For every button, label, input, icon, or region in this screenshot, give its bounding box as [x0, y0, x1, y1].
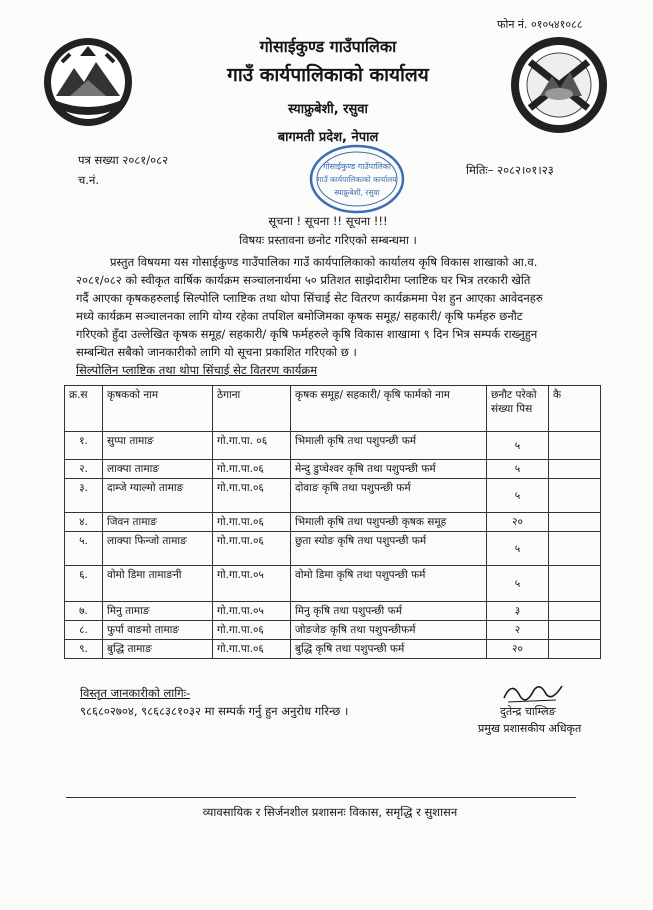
footer-slogan: व्यावसायिक र सिर्जनशील प्रशासनः विकास, समृद्धि र सुशासन	[202, 805, 458, 819]
cell-sn: ३.	[65, 479, 103, 513]
stamp-line-1: गोसाईकुण्ड गाउँपालिका	[322, 162, 392, 171]
table-row	[65, 621, 601, 640]
reference-number: च.नं.	[78, 173, 99, 187]
cell-remarks	[549, 566, 601, 602]
cell-remarks	[549, 602, 601, 621]
cell-group: वोमो डिमा कृषि तथा पशुपन्छी फर्म	[291, 566, 487, 602]
cell-name: फुर्पा वाङमो तामाङ	[103, 621, 213, 640]
notice-subject: विषयः प्रस्तावना छनोट गरिएको सम्बन्धमा ।	[239, 233, 417, 247]
cell-group: मेन्दु डुप्चेश्वर कृषि तथा पशुपन्छी फर्म	[291, 460, 487, 479]
body-line: प्रस्तुत विषयमा यस गोसाईकुण्ड गाउँपालिका गाउँ कार्यपालिकाको कार्यालय कृषि विकास शाखाको आ.व.	[110, 255, 538, 269]
cell-sn: १.	[65, 432, 103, 460]
cell-address: गो.गा.पा.०५	[213, 566, 291, 602]
footer-divider	[66, 797, 576, 798]
cell-sn: ६.	[65, 566, 103, 602]
header-remarks: कै	[549, 386, 601, 432]
body-line: २०८१/०८२ को स्वीकृत वार्षिक कार्यक्रम सञ्चालनार्थमा ५० प्रतिशत साझेदारीमा प्लाष्टिक घर भित्र तरकारी खेति	[76, 273, 531, 287]
cell-name: मिनु तामाङ	[103, 602, 213, 621]
office-name: गाउँ कार्यपालिकाको कार्यालय	[227, 64, 429, 86]
header-address: ठेगाना	[213, 386, 291, 432]
signatory-title: प्रमुख प्रशासकीय अधिकृत	[478, 722, 582, 735]
header-name: कृषकको नाम	[103, 386, 213, 432]
body-line: मध्ये कार्यक्रम सञ्चालनका लागि योग्य रहेका तपशिल बमोजिमका कृषक समूह/ सहकारी/ कृषि फर्महरु छनौट	[76, 309, 523, 323]
cell-group: जोङजेङ कृषि तथा पशुपन्छीफर्म	[291, 621, 487, 640]
cell-group: भिमाली कृषि तथा पशुपन्छी कृषक समूह	[291, 513, 487, 532]
table-row	[65, 432, 601, 460]
cell-sn: ८.	[65, 621, 103, 640]
cell-group: बुद्धि कृषि तथा पशुपन्छी फर्म	[291, 640, 487, 659]
province-name: बागमती प्रदेश, नेपाल	[277, 130, 379, 145]
table-row	[65, 602, 601, 621]
cell-address: गो.गा.पा. ०६	[213, 432, 291, 460]
municipality-logo-icon	[510, 36, 608, 134]
header-group: कृषक समूह/ सहकारी/ कृषि फार्मको नाम	[291, 386, 487, 432]
table-row	[65, 479, 601, 513]
cell-address: गो.गा.पा.०६	[213, 621, 291, 640]
cell-remarks	[549, 460, 601, 479]
cell-address: गो.गा.पा.०५	[213, 602, 291, 621]
table-header-row	[65, 386, 601, 432]
cell-sn: २.	[65, 460, 103, 479]
cell-name: सुप्पा तामाङ	[103, 432, 213, 460]
contact-label: विस्तृत जानकारीको लागिः-	[80, 686, 191, 700]
cell-count: ५	[487, 566, 549, 602]
nepal-emblem-icon	[40, 34, 136, 130]
office-location: स्याफ्रुबेशी, रसुवा	[288, 102, 368, 117]
body-line: गरिएको हुँदा उल्लेखित कृषक समूह/ सहकारी/ कृषि फर्महरुले कृषि विकास शाखामा ९ दिन भित्र सम्पर्क राख्नुहुन	[76, 327, 538, 341]
table-row	[65, 513, 601, 532]
cell-remarks	[549, 432, 601, 460]
header-count: छनौट परेको संख्या पिस	[487, 386, 549, 432]
cell-name: दाम्जे ग्याल्मो तामाङ	[103, 479, 213, 513]
cell-group: मिनु कृषि तथा पशुपन्छी फर्म	[291, 602, 487, 621]
phone-number: फोन नं. ०१०५४१०८८	[497, 18, 583, 31]
program-title: सिल्पोलिन प्लाष्टिक तथा थोपा सिंचाई सेट वितरण कार्यक्रम	[76, 363, 318, 377]
table-row	[65, 460, 601, 479]
cell-remarks	[549, 621, 601, 640]
cell-count: २०	[487, 640, 549, 659]
cell-group: दोवाङ कृषि तथा पशुपन्छी फर्म	[291, 479, 487, 513]
body-line: सम्बन्धित सबैको जानकारीको लागि यो सूचना प्रकाशित गरिएको छ ।	[76, 345, 357, 359]
cell-count: २	[487, 621, 549, 640]
notice-title: सूचना ! सूचना !! सूचना !!!	[268, 214, 388, 228]
letter-number: पत्र सख्या २०८१/०८२	[78, 153, 169, 167]
cell-count: ३	[487, 602, 549, 621]
table-row	[65, 640, 601, 659]
cell-count: ५	[487, 479, 549, 513]
cell-count: ५	[487, 432, 549, 460]
cell-name: जिवन तामाङ	[103, 513, 213, 532]
cell-name: बुद्धि तामाङ	[103, 640, 213, 659]
cell-sn: ९.	[65, 640, 103, 659]
municipality-name: गोसाईकुण्ड गाउँपालिका	[259, 37, 397, 56]
header-sn: क्र.स	[65, 386, 103, 432]
stamp-line-3: स्याफ्रुबेशी, रसुवा	[334, 188, 380, 197]
cell-remarks	[549, 532, 601, 566]
cell-remarks	[549, 479, 601, 513]
stamp-line-2: गाउँ कार्यपालिकाको कार्यालय	[317, 175, 397, 184]
farmer-table	[64, 385, 601, 659]
cell-sn: ४.	[65, 513, 103, 532]
contact-text: ९८६८०२७०४, ९८६८३८१०३२ मा सम्पर्क गर्नु हुन अनुरोध गरिन्छ ।	[80, 704, 349, 718]
cell-count: ५	[487, 460, 549, 479]
cell-address: गो.गा.पा.०६	[213, 460, 291, 479]
cell-name: लाक्पा फिन्जो तामाङ	[103, 532, 213, 566]
cell-group: भिमाली कृषि तथा पशुपन्छी फर्म	[291, 432, 487, 460]
cell-sn: ७.	[65, 602, 103, 621]
cell-address: गो.गा.पा.०६	[213, 513, 291, 532]
office-stamp	[308, 143, 406, 215]
letter-date: मितिः– २०८२।०१।२३	[466, 163, 554, 177]
cell-count: ५	[487, 532, 549, 566]
cell-remarks	[549, 640, 601, 659]
cell-address: गो.गा.पा.०६	[213, 479, 291, 513]
body-line: गर्दै आएका कृषकहरुलाई सिल्पोलि प्लाष्टिक तथा थोपा सिंचाई सेट वितरण कार्यक्रममा पेश हुन आएका आवेदनहरु	[76, 291, 543, 305]
cell-sn: ५.	[65, 532, 103, 566]
cell-name: वोमो डिमा तामाङनी	[103, 566, 213, 602]
cell-remarks	[549, 513, 601, 532]
table-row	[65, 566, 601, 602]
table-row	[65, 532, 601, 566]
cell-address: गो.गा.पा.०६	[213, 640, 291, 659]
cell-count: २०	[487, 513, 549, 532]
signatory-name: दुतेन्द्र चाम्लिङ	[500, 705, 556, 718]
cell-address: गो.गा.पा.०६	[213, 532, 291, 566]
cell-name: लाक्पा तामाङ	[103, 460, 213, 479]
cell-group: छुता स्योङ कृषि तथा पशुपन्छी फर्म	[291, 532, 487, 566]
